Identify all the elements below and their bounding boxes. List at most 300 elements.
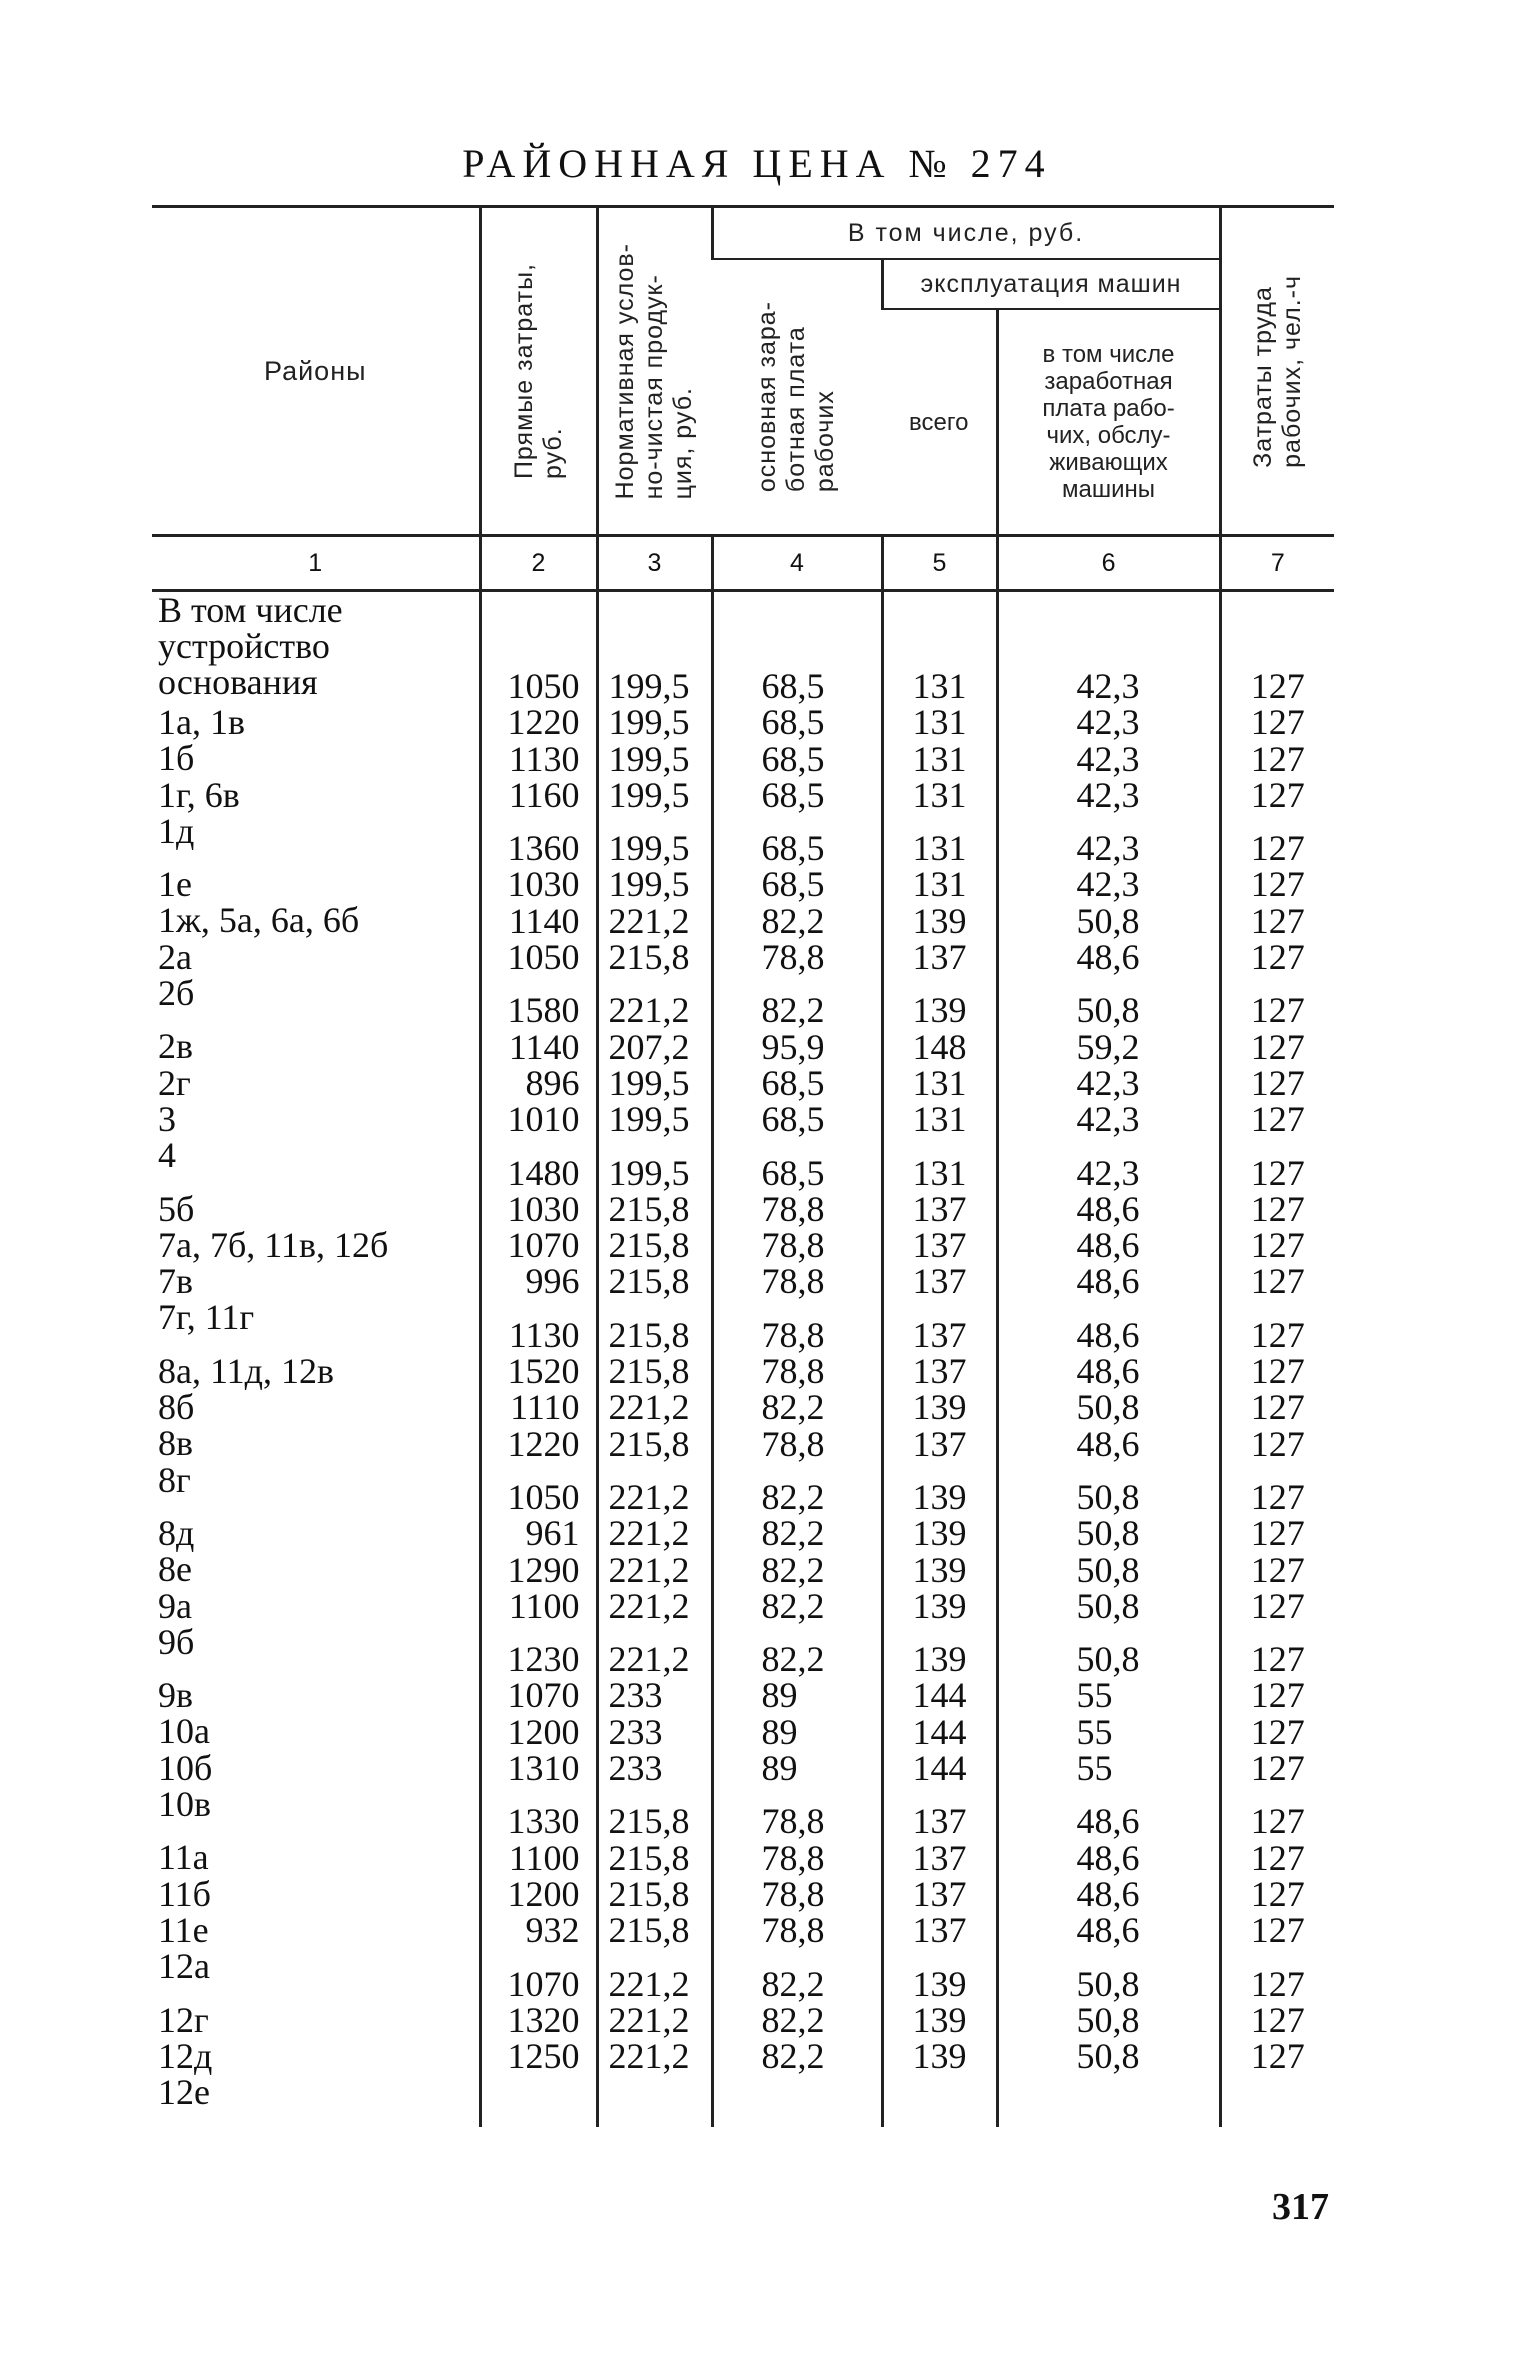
area-name: 11е: [158, 1909, 209, 1950]
base-wage-value: 89: [761, 1675, 798, 1716]
machines-total-value: 137: [912, 1423, 967, 1464]
intro-spacer: [482, 592, 580, 668]
row-group: [158, 1188, 479, 1338]
row-group: [608, 1314, 711, 1464]
row-group: [761, 990, 881, 1140]
normative-product-value: 215,8: [608, 1423, 690, 1464]
machine-wage-value: 42,3: [1076, 1099, 1140, 1140]
labor-cost-value: 127: [1250, 1549, 1305, 1590]
row-group: [158, 1837, 479, 1987]
direct-cost-value: 1480: [507, 1152, 580, 1193]
machines-total-value: 131: [912, 828, 967, 869]
row-group: [761, 828, 881, 978]
header-including-group: [712, 207, 1220, 260]
normative-product-value: 199,5: [608, 828, 690, 869]
direct-cost-value: 1520: [507, 1351, 580, 1392]
header-machine-operation-label: эксплуатация машин: [920, 269, 1182, 298]
base-wage-value: 78,8: [761, 1873, 825, 1914]
base-wage-value: 78,8: [761, 1423, 825, 1464]
machines-total-value: 131: [912, 738, 967, 779]
direct-cost-value: 1360: [507, 828, 580, 869]
labor-costs-column: [1220, 591, 1334, 2128]
intro-spacer: [1077, 592, 1219, 668]
labor-cost-value: 127: [1250, 1837, 1305, 1878]
machines-total-value: 139: [912, 1513, 967, 1554]
normative-product-value: 221,2: [608, 1639, 690, 1680]
row-group: [1222, 1314, 1335, 1464]
row-group: [1222, 990, 1335, 1140]
normative-product-value: 199,5: [608, 774, 690, 815]
labor-cost-value: 127: [1250, 1585, 1305, 1626]
machine-wages-column: [997, 591, 1220, 2128]
labor-cost-value: 127: [1250, 1873, 1305, 1914]
machines-total-value: 131: [912, 1099, 967, 1140]
machine-wage-value: 48,6: [1076, 1261, 1140, 1302]
direct-cost-value: 1230: [507, 1639, 580, 1680]
machines-total-value: 137: [912, 1801, 967, 1842]
base-wage-value: 78,8: [761, 1188, 825, 1229]
normative-product-value: 221,2: [608, 1513, 690, 1554]
machine-wage-value: 48,6: [1076, 1351, 1140, 1392]
base-wage-value: 68,5: [761, 774, 825, 815]
machine-wage-value: 42,3: [1076, 738, 1140, 779]
base-wage-value: 82,2: [761, 900, 825, 941]
machine-wage-value: 55: [1076, 1675, 1113, 1716]
base-wage-value: 78,8: [761, 1314, 825, 1355]
area-name: 9в: [158, 1675, 193, 1716]
base-wage-value: 68,5: [761, 1099, 825, 1140]
base-wage-value: 82,2: [761, 1387, 825, 1428]
machine-wage-value: 48,6: [1076, 937, 1140, 978]
row-group: [1222, 1152, 1335, 1302]
machine-wage-value: 42,3: [1076, 774, 1140, 815]
header-machines-total-label: всего: [909, 408, 969, 436]
machines-total-value: 131: [912, 774, 967, 815]
column-number: 4: [712, 536, 882, 591]
row-group: [761, 1476, 881, 1626]
labor-cost-value: 127: [1250, 900, 1305, 941]
machines-total-value: 137: [912, 1188, 967, 1229]
direct-cost-value: 932: [525, 1910, 580, 1951]
area-name: 12а: [158, 1946, 210, 1987]
area-name: 1г, 6в: [158, 774, 240, 815]
area-name: 7г, 11г: [158, 1297, 255, 1338]
machine-wage-value: 42,3: [1076, 864, 1140, 905]
header-labor-costs-label: Затраты труда рабочих, чел.-ч: [1248, 274, 1306, 468]
base-wage-value: 82,2: [761, 1549, 825, 1590]
labor-cost-value: 127: [1250, 702, 1305, 743]
base-wage-value: 89: [761, 1711, 798, 1752]
base-wage-value: 82,2: [761, 1585, 825, 1626]
row-group: [608, 1639, 711, 1789]
machine-wage-value: 50,8: [1076, 990, 1140, 1031]
direct-cost-value: 1200: [507, 1873, 580, 1914]
normative-product-column: [597, 591, 712, 2128]
machines-total-value: 137: [912, 1261, 967, 1302]
machine-wage-value: 42,3: [1076, 666, 1140, 706]
column-number: 7: [1220, 536, 1334, 591]
row-group: [884, 1314, 996, 1464]
area-name: 1б: [158, 738, 195, 779]
column-number: 1: [152, 536, 480, 591]
header-areas: [152, 207, 480, 536]
machine-wage-value: 42,3: [1076, 1152, 1140, 1193]
machine-wage-value: 50,8: [1076, 1549, 1140, 1590]
labor-cost-value: 127: [1250, 1910, 1305, 1951]
row-group: [482, 1476, 580, 1626]
area-name: 10б: [158, 1747, 213, 1788]
machine-wage-value: 48,6: [1076, 1873, 1140, 1914]
row-group: [1222, 828, 1335, 978]
direct-cost-value: 1030: [507, 1188, 580, 1229]
direct-cost-value: 1070: [507, 1225, 580, 1266]
machines-total-value: 139: [912, 1387, 967, 1428]
area-name: 1е: [158, 864, 192, 905]
normative-product-value: 215,8: [608, 1351, 690, 1392]
machines-total-value: 137: [912, 937, 967, 978]
area-name: 4: [158, 1135, 176, 1176]
normative-product-value: 233: [608, 1675, 663, 1716]
direct-cost-value: 1130: [508, 738, 580, 779]
labor-cost-value: 127: [1250, 1801, 1305, 1842]
normative-product-value: 215,8: [608, 1837, 690, 1878]
machine-wage-value: 50,8: [1076, 1585, 1140, 1626]
direct-cost-value: 1200: [507, 1711, 580, 1752]
row-group: [1076, 1963, 1219, 2077]
labor-cost-value: 127: [1250, 738, 1305, 779]
row-group: [761, 1314, 881, 1464]
machines-total-value: 137: [912, 1837, 967, 1878]
intro-spacer: [609, 592, 711, 668]
machines-total-value: 139: [912, 1639, 967, 1680]
row-group: [1076, 828, 1219, 978]
normative-product-value: 215,8: [608, 1314, 690, 1355]
row-group: [1077, 668, 1219, 813]
machines-total-value: 131: [912, 1152, 967, 1193]
page-title: РАЙОННАЯ ЦЕНА № 274: [462, 141, 1052, 186]
machine-wage-value: 48,6: [1076, 1910, 1140, 1951]
base-wage-value: 82,2: [761, 990, 825, 1031]
row-group: [1076, 1476, 1219, 1626]
machines-total-value: 139: [912, 1963, 967, 2004]
normative-product-value: 221,2: [608, 1387, 690, 1428]
machines-total-value: 131: [912, 666, 967, 706]
row-group: [1076, 1152, 1219, 1302]
row-group: [158, 864, 479, 1014]
normative-product-value: 207,2: [608, 1026, 690, 1067]
direct-cost-value: 1050: [507, 666, 580, 706]
labor-cost-value: 127: [1250, 1963, 1305, 2004]
base-wage-value: 82,2: [761, 1963, 825, 2004]
base-wage-value: 68,5: [761, 1152, 825, 1193]
row-group: [1076, 1801, 1219, 1951]
row-group: [761, 1801, 881, 1951]
direct-cost-value: 1070: [507, 1675, 580, 1716]
direct-cost-value: 1050: [507, 1476, 580, 1517]
machine-wage-value: 42,3: [1076, 828, 1140, 869]
row-group: [762, 668, 881, 813]
base-wage-value: 82,2: [761, 1476, 825, 1517]
labor-cost-value: 127: [1250, 1314, 1305, 1355]
normative-product-value: 199,5: [608, 738, 690, 779]
direct-cost-value: 1030: [507, 864, 580, 905]
labor-cost-value: 127: [1250, 1387, 1305, 1428]
row-group: [1222, 668, 1335, 813]
area-name: 2а: [158, 936, 192, 977]
header-labor-costs: [1220, 207, 1334, 536]
header-normative-product: [597, 207, 712, 536]
base-wage-value: 78,8: [761, 1837, 825, 1878]
header-base-wages-label: основная зара- ботная плата рабочих: [752, 301, 839, 493]
machines-total-value: 137: [912, 1910, 967, 1951]
direct-cost-value: 1110: [510, 1387, 580, 1428]
labor-cost-value: 127: [1250, 1152, 1305, 1193]
area-name: 8в: [158, 1423, 193, 1464]
machine-wage-value: 50,8: [1076, 900, 1140, 941]
header-machines-total: [882, 309, 997, 536]
row-group: [482, 668, 580, 813]
area-name: 7а, 7б, 11в, 12б: [158, 1224, 389, 1265]
area-name: 12е: [158, 2072, 210, 2113]
labor-cost-value: 127: [1250, 1711, 1305, 1752]
row-group: [482, 1639, 580, 1789]
base-wage-value: 78,8: [761, 1261, 825, 1302]
row-group: [1222, 1963, 1335, 2077]
machines-total-value: 139: [912, 1999, 967, 2040]
machine-wage-value: 48,6: [1076, 1225, 1140, 1266]
direct-cost-value: 1100: [508, 1585, 580, 1626]
area-name: 2г: [158, 1062, 191, 1103]
row-group: [884, 668, 996, 813]
machine-wage-value: 42,3: [1076, 702, 1140, 743]
header-machine-wages-label: в том числе заработная плата рабо- чих, обслу- живающих машины: [1042, 341, 1175, 503]
base-wage-value: 82,2: [761, 2036, 825, 2077]
machine-wage-value: 48,6: [1076, 1801, 1140, 1842]
normative-product-value: 221,2: [608, 900, 690, 941]
labor-cost-value: 127: [1250, 1351, 1305, 1392]
base-wage-value: 68,5: [761, 864, 825, 905]
machines-total-column: [882, 591, 997, 2128]
machines-total-value: 131: [912, 864, 967, 905]
machine-wage-value: 50,8: [1076, 1513, 1140, 1554]
labor-cost-value: 127: [1250, 1026, 1305, 1067]
row-group: [1076, 990, 1219, 1140]
machine-wage-value: 48,6: [1076, 1423, 1140, 1464]
row-group: [1222, 1639, 1335, 1789]
machines-total-value: 144: [912, 1711, 967, 1752]
header-machine-operation: [882, 259, 1220, 309]
header-machine-wages: [997, 309, 1220, 536]
labor-cost-value: 127: [1250, 1062, 1305, 1103]
base-wage-value: 68,5: [761, 738, 825, 779]
labor-cost-value: 127: [1250, 774, 1305, 815]
intro-spacer: [762, 592, 881, 668]
direct-cost-value: 1140: [508, 1026, 580, 1067]
column-number: 2: [480, 536, 597, 591]
direct-cost-value: 1580: [507, 990, 580, 1031]
normative-product-value: 215,8: [608, 1873, 690, 1914]
row-group: [482, 1801, 580, 1951]
normative-product-value: 221,2: [608, 990, 690, 1031]
labor-cost-value: 127: [1250, 1188, 1305, 1229]
machines-total-value: 139: [912, 1549, 967, 1590]
direct-cost-value: 1330: [507, 1801, 580, 1842]
direct-cost-value: 1140: [508, 900, 580, 941]
base-wage-value: 78,8: [761, 937, 825, 978]
area-name: 10в: [158, 1784, 211, 1825]
area-name: 1д: [158, 810, 195, 851]
direct-cost-value: 896: [525, 1062, 580, 1103]
row-group: [609, 668, 711, 813]
machines-total-value: 148: [912, 1026, 967, 1067]
intro-spacer: [1222, 592, 1335, 668]
row-group: [761, 1963, 881, 2077]
normative-product-value: 199,5: [608, 864, 690, 905]
area-name: 2б: [158, 973, 195, 1014]
machines-total-value: 139: [912, 1585, 967, 1626]
labor-cost-value: 127: [1250, 864, 1305, 905]
base-wage-value: 78,8: [761, 1225, 825, 1266]
area-name: 3: [158, 1098, 176, 1139]
area-name: 9б: [158, 1621, 195, 1662]
normative-product-value: 233: [608, 1748, 663, 1789]
row-group: [608, 1963, 711, 2077]
machines-total-value: 137: [912, 1873, 967, 1914]
row-group: [158, 1026, 479, 1176]
machine-wage-value: 50,8: [1076, 1639, 1140, 1680]
area-name: 11б: [158, 1873, 211, 1914]
row-group: [482, 1152, 580, 1302]
row-group: [884, 1476, 996, 1626]
area-name: 12д: [158, 2035, 213, 2076]
direct-cost-value: 1290: [507, 1549, 580, 1590]
area-name: 5б: [158, 1188, 195, 1229]
row-group: [1222, 1476, 1335, 1626]
direct-cost-value: 961: [525, 1513, 580, 1554]
machine-wage-value: 48,6: [1076, 1314, 1140, 1355]
intro-spacer: [884, 592, 996, 668]
normative-product-value: 199,5: [608, 1099, 690, 1140]
machine-wage-value: 50,8: [1076, 2036, 1140, 2077]
direct-cost-value: 1310: [507, 1748, 580, 1789]
normative-product-value: 221,2: [608, 1476, 690, 1517]
area-name: 9а: [158, 1585, 192, 1626]
normative-product-value: 215,8: [608, 1801, 690, 1842]
area-name: 8д: [158, 1512, 195, 1553]
normative-product-value: 221,2: [608, 2036, 690, 2077]
normative-product-value: 215,8: [608, 1261, 690, 1302]
direct-cost-value: 1160: [508, 774, 580, 815]
row-group: [761, 1639, 881, 1789]
machine-wage-value: 59,2: [1076, 1026, 1140, 1067]
labor-cost-value: 127: [1250, 828, 1305, 869]
column-number-row: [152, 536, 1334, 591]
direct-cost-value: 1130: [508, 1314, 580, 1355]
normative-product-value: 215,8: [608, 1225, 690, 1266]
labor-cost-value: 127: [1250, 1423, 1305, 1464]
row-group: [608, 1152, 711, 1302]
machines-total-value: 137: [912, 1225, 967, 1266]
area-name: 1ж, 5а, 6а, 6б: [158, 900, 360, 941]
row-group: [884, 1801, 996, 1951]
row-group: [884, 1639, 996, 1789]
labor-cost-value: 127: [1250, 666, 1305, 706]
intro-text: В том числе устройство основания: [158, 590, 343, 702]
normative-product-value: 215,8: [608, 1910, 690, 1951]
row-group: [884, 990, 996, 1140]
normative-product-value: 221,2: [608, 1999, 690, 2040]
machines-total-value: 131: [912, 1062, 967, 1103]
direct-costs-column: [480, 591, 597, 2128]
column-number: 5: [882, 536, 997, 591]
row-group: [158, 1350, 479, 1500]
row-group: [608, 828, 711, 978]
labor-cost-value: 127: [1250, 1513, 1305, 1554]
base-wage-value: 78,8: [761, 1351, 825, 1392]
row-group: [884, 1152, 996, 1302]
machine-wage-value: 55: [1076, 1748, 1113, 1789]
normative-product-value: 221,2: [608, 1549, 690, 1590]
row-group: [761, 1152, 881, 1302]
header-normative-product-label: Нормативная услов- но-чистая продук- ция, руб.: [611, 242, 697, 500]
machine-wage-value: 48,6: [1076, 1188, 1140, 1229]
machines-total-value: 144: [912, 1748, 967, 1789]
direct-cost-value: 1010: [507, 1099, 580, 1140]
labor-cost-value: 127: [1250, 1639, 1305, 1680]
labor-cost-value: 127: [1250, 1099, 1305, 1140]
price-table: [152, 205, 1334, 2127]
labor-cost-value: 127: [1250, 1748, 1305, 1789]
column-number: 6: [997, 536, 1220, 591]
machines-total-value: 144: [912, 1675, 967, 1716]
base-wage-value: 78,8: [761, 1801, 825, 1842]
normative-product-value: 221,2: [608, 1963, 690, 2004]
normative-product-value: 199,5: [608, 666, 690, 706]
area-name: 2в: [158, 1026, 193, 1067]
labor-cost-value: 127: [1250, 1675, 1305, 1716]
area-name: 8е: [158, 1549, 192, 1590]
direct-cost-value: 1220: [507, 702, 580, 743]
base-wage-value: 68,5: [761, 702, 825, 743]
row-group: [1222, 1801, 1335, 1951]
labor-cost-value: 127: [1250, 1476, 1305, 1517]
area-name: 12г: [158, 1999, 209, 2040]
area-name: 7в: [158, 1261, 193, 1302]
column-number: 3: [597, 536, 712, 591]
area-name: 10а: [158, 1711, 210, 1752]
normative-product-value: 199,5: [608, 702, 690, 743]
row-group: [608, 1801, 711, 1951]
area-name: 8г: [158, 1459, 191, 1500]
normative-product-value: 233: [608, 1711, 663, 1752]
direct-cost-value: 1220: [507, 1423, 580, 1464]
row-group: [884, 1963, 996, 2077]
area-name: 8б: [158, 1387, 195, 1428]
normative-product-value: 221,2: [608, 1585, 690, 1626]
direct-cost-value: 1250: [507, 2036, 580, 2077]
base-wage-value: 68,5: [761, 1062, 825, 1103]
machines-total-value: 131: [912, 702, 967, 743]
row-group: [482, 990, 580, 1140]
direct-cost-value: 1070: [507, 1963, 580, 2004]
normative-product-value: 199,5: [608, 1152, 690, 1193]
row-group: [608, 990, 711, 1140]
row-group: [1076, 1314, 1219, 1464]
machine-wage-value: 42,3: [1076, 1062, 1140, 1103]
normative-product-value: 215,8: [608, 937, 690, 978]
machines-total-value: 139: [912, 1476, 967, 1517]
row-group: [884, 828, 996, 978]
